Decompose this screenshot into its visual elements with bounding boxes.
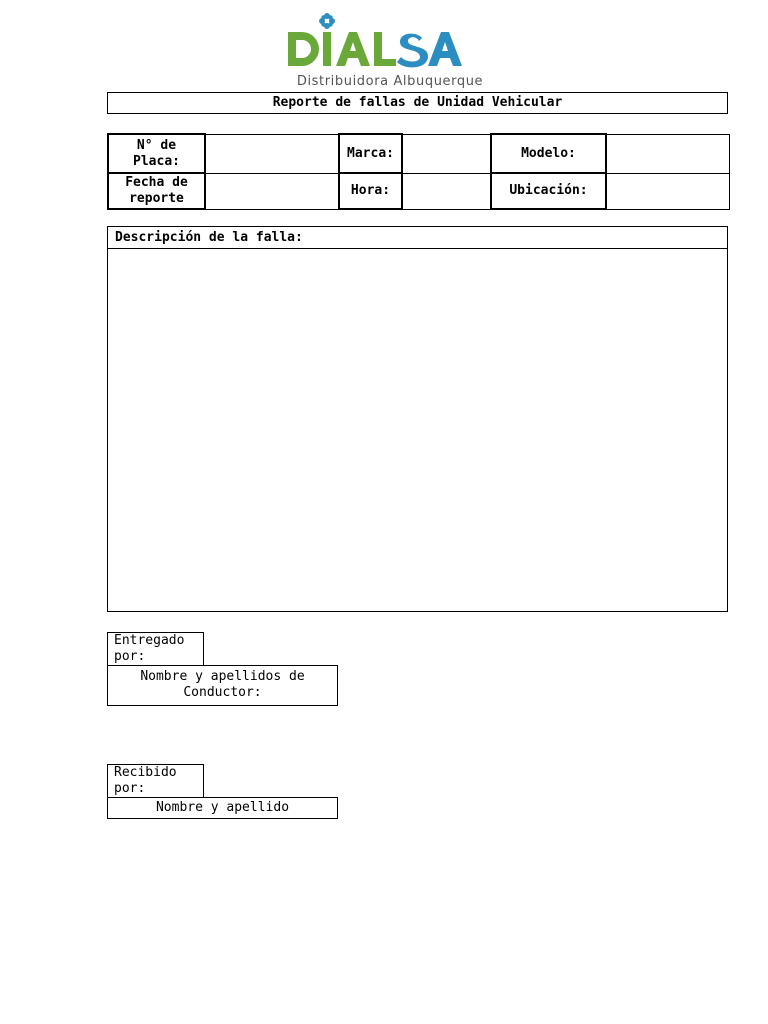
description-field[interactable] bbox=[108, 249, 727, 611]
ubicacion-label: Ubicación: bbox=[491, 173, 606, 209]
marca-label: Marca: bbox=[339, 134, 402, 173]
modelo-value-field[interactable] bbox=[606, 134, 729, 173]
marca-value-field[interactable] bbox=[402, 134, 491, 173]
description-section bbox=[107, 226, 728, 612]
fecha-label: Fecha de reporte bbox=[108, 173, 205, 209]
form-title: Reporte de fallas de Unidad Vehicular bbox=[107, 92, 728, 114]
fecha-value-field[interactable] bbox=[205, 173, 339, 209]
logo-mark bbox=[270, 10, 500, 78]
entregado-label: Entregado por: bbox=[107, 632, 204, 666]
ubicacion-value-field[interactable] bbox=[606, 173, 729, 209]
placa-label: N° de Placa: bbox=[108, 134, 205, 173]
vehicle-info-table bbox=[107, 133, 730, 210]
placa-value-field[interactable] bbox=[205, 134, 339, 173]
description-label: Descripción de la falla: bbox=[108, 227, 727, 249]
hora-value-field[interactable] bbox=[402, 173, 491, 209]
hora-label: Hora: bbox=[339, 173, 402, 209]
logo-tagline: Distribuidora Albuquerque bbox=[296, 74, 484, 89]
recibido-name-field[interactable]: Nombre y apellido bbox=[107, 797, 338, 819]
dialsa-logo bbox=[270, 10, 500, 94]
flower-icon bbox=[319, 13, 335, 29]
modelo-label: Modelo: bbox=[491, 134, 606, 173]
entregado-name-field[interactable]: Nombre y apellidos de Conductor: bbox=[107, 665, 338, 706]
recibido-label: Recibido por: bbox=[107, 764, 204, 798]
